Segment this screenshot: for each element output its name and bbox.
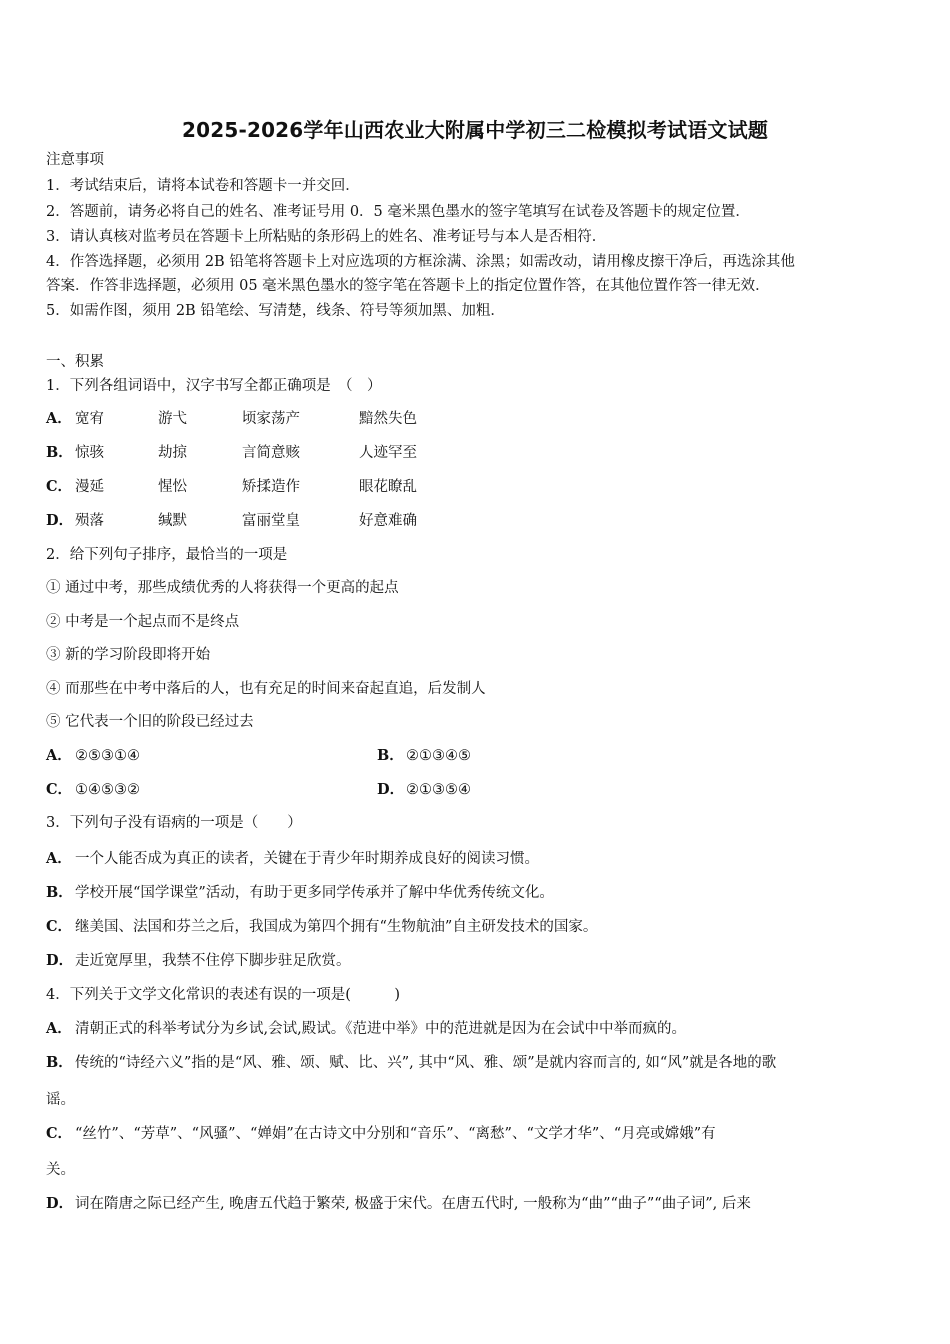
question-2-stem: 2．给下列句子排序，最恰当的一项是 <box>46 547 288 563</box>
option-label: D． <box>377 781 405 798</box>
notice-item: 5．如需作图，须用 2B 铅笔绘、写清楚，线条、符号等须加黑、加粗． <box>46 303 505 319</box>
q3-option-b: 学校开展“国学课堂”活动，有助于更多同学传承并了解中华优秀传统文化。 <box>75 885 554 901</box>
option-word: 富丽堂皇 <box>242 513 300 529</box>
option-label: A． <box>46 747 72 764</box>
notice-item: 2．答题前，请务必将自己的姓名、准考证号用 0．5 毫米黑色墨水的签字笔填写在试卷及答题卡的规定位置． <box>46 204 750 220</box>
section-heading: 一、积累 <box>46 354 104 370</box>
option-word: 游弋 <box>158 411 187 427</box>
option-word: 殒落 <box>75 513 104 529</box>
q4-option-b-cont: 谣。 <box>46 1092 75 1108</box>
option-label: C． <box>46 478 73 495</box>
option-word: 矫揉造作 <box>242 479 300 495</box>
option-word: 好意难确 <box>359 513 417 529</box>
option-label: D． <box>46 952 74 969</box>
option-word: 惊骇 <box>75 445 104 461</box>
option-word: 劫掠 <box>158 445 187 461</box>
option-word: 缄默 <box>158 513 187 529</box>
question-3-stem: 3．下列句子没有语病的一项是（ ） <box>46 815 302 831</box>
option-word: 黯然失色 <box>359 411 417 427</box>
option-label: B． <box>46 444 73 461</box>
notice-item: 1．考试结束后，请将本试卷和答题卡一并交回． <box>46 178 360 194</box>
q2-sentence: ④ 而那些在中考中落后的人，也有充足的时间来奋起直追，后发制人 <box>46 681 486 697</box>
option-label: A． <box>46 1020 72 1037</box>
question-1-stem: 1．下列各组词语中，汉字书写全都正确项是 （ ） <box>46 378 382 394</box>
page-title: 2025-2026学年山西农业大附属中学初三二检模拟考试语文试题 <box>181 118 769 142</box>
option-word: 惺忪 <box>158 479 187 495</box>
option-label: B． <box>46 1054 73 1071</box>
q3-option-d: 走近宽厚里，我禁不住停下脚步驻足欣赏。 <box>75 953 351 969</box>
option-label: B． <box>377 747 404 764</box>
notice-item: 答案．作答非选择题，必须用 05 毫米黑色墨水的签字笔在答题卡上的指定位置作答，在其他位置作答一律无效． <box>46 278 770 294</box>
option-word: 漫延 <box>75 479 104 495</box>
q4-option-d: 词在隋唐之际已经产生, 晚唐五代趋于繁荣, 极盛于宋代。在唐五代时, 一般称为“曲”“曲子”“曲子词”, 后来 <box>75 1196 751 1212</box>
option-word: 言简意赅 <box>242 445 300 461</box>
option-label: C． <box>46 1125 73 1142</box>
option-word: 眼花瞭乱 <box>359 479 417 495</box>
notice-heading: 注意事项 <box>46 152 104 168</box>
q4-option-c: “丝竹”、“芳草”、“风骚”、“婵娟”在古诗文中分别和“音乐”、“离愁”、“文学才华”、“月亮或嫦娥”有 <box>75 1126 716 1142</box>
q2-option-d: ②①③⑤④ <box>406 782 471 798</box>
option-label: A． <box>46 850 72 867</box>
q2-sentence: ③ 新的学习阶段即将开始 <box>46 647 211 663</box>
option-label: C． <box>46 918 73 935</box>
q2-sentence: ⑤ 它代表一个旧的阶段已经过去 <box>46 714 254 730</box>
q4-option-a: 清朝正式的科举考试分为乡试,会试,殿试。《范进中举》中的范进就是因为在会试中中举而疯的。 <box>75 1021 686 1037</box>
option-word: 顷家荡产 <box>242 411 300 427</box>
q2-option-c: ①④⑤③② <box>75 782 140 798</box>
notice-item: 3．请认真核对监考员在答题卡上所粘贴的条形码上的姓名、准考证号与本人是否相符． <box>46 229 607 245</box>
option-word: 人迹罕至 <box>359 445 417 461</box>
option-label: B． <box>46 884 73 901</box>
q2-option-b: ②①③④⑤ <box>406 748 471 764</box>
q4-option-b: 传统的“诗经六义”指的是“风、雅、颂、赋、比、兴”, 其中“风、雅、颂”是就内容而言的, 如“风”就是各地的歌 <box>75 1055 777 1071</box>
q2-option-a: ②⑤③①④ <box>75 748 140 764</box>
option-word: 宽宥 <box>75 411 104 427</box>
q3-option-c: 继美国、法国和芬兰之后，我国成为第四个拥有“生物航油”自主研发技术的国家。 <box>75 919 598 935</box>
q4-option-c-cont: 关。 <box>46 1162 75 1178</box>
option-label: A． <box>46 410 72 427</box>
q2-sentence: ② 中考是一个起点而不是终点 <box>46 614 240 630</box>
option-label: D． <box>46 512 74 529</box>
option-label: C． <box>46 781 73 798</box>
q2-sentence: ① 通过中考，那些成绩优秀的人将获得一个更高的起点 <box>46 580 399 596</box>
option-label: D． <box>46 1195 74 1212</box>
q3-option-a: 一个人能否成为真正的读者，关键在于青少年时期养成良好的阅读习惯。 <box>75 851 539 867</box>
question-4-stem: 4．下列关于文学文化常识的表述有误的一项是( ) <box>46 987 401 1003</box>
notice-item: 4．作答选择题，必须用 2B 铅笔将答题卡上对应选项的方框涂满、涂黑；如需改动，请用橡皮擦干净后，再选涂其他 <box>46 254 795 270</box>
